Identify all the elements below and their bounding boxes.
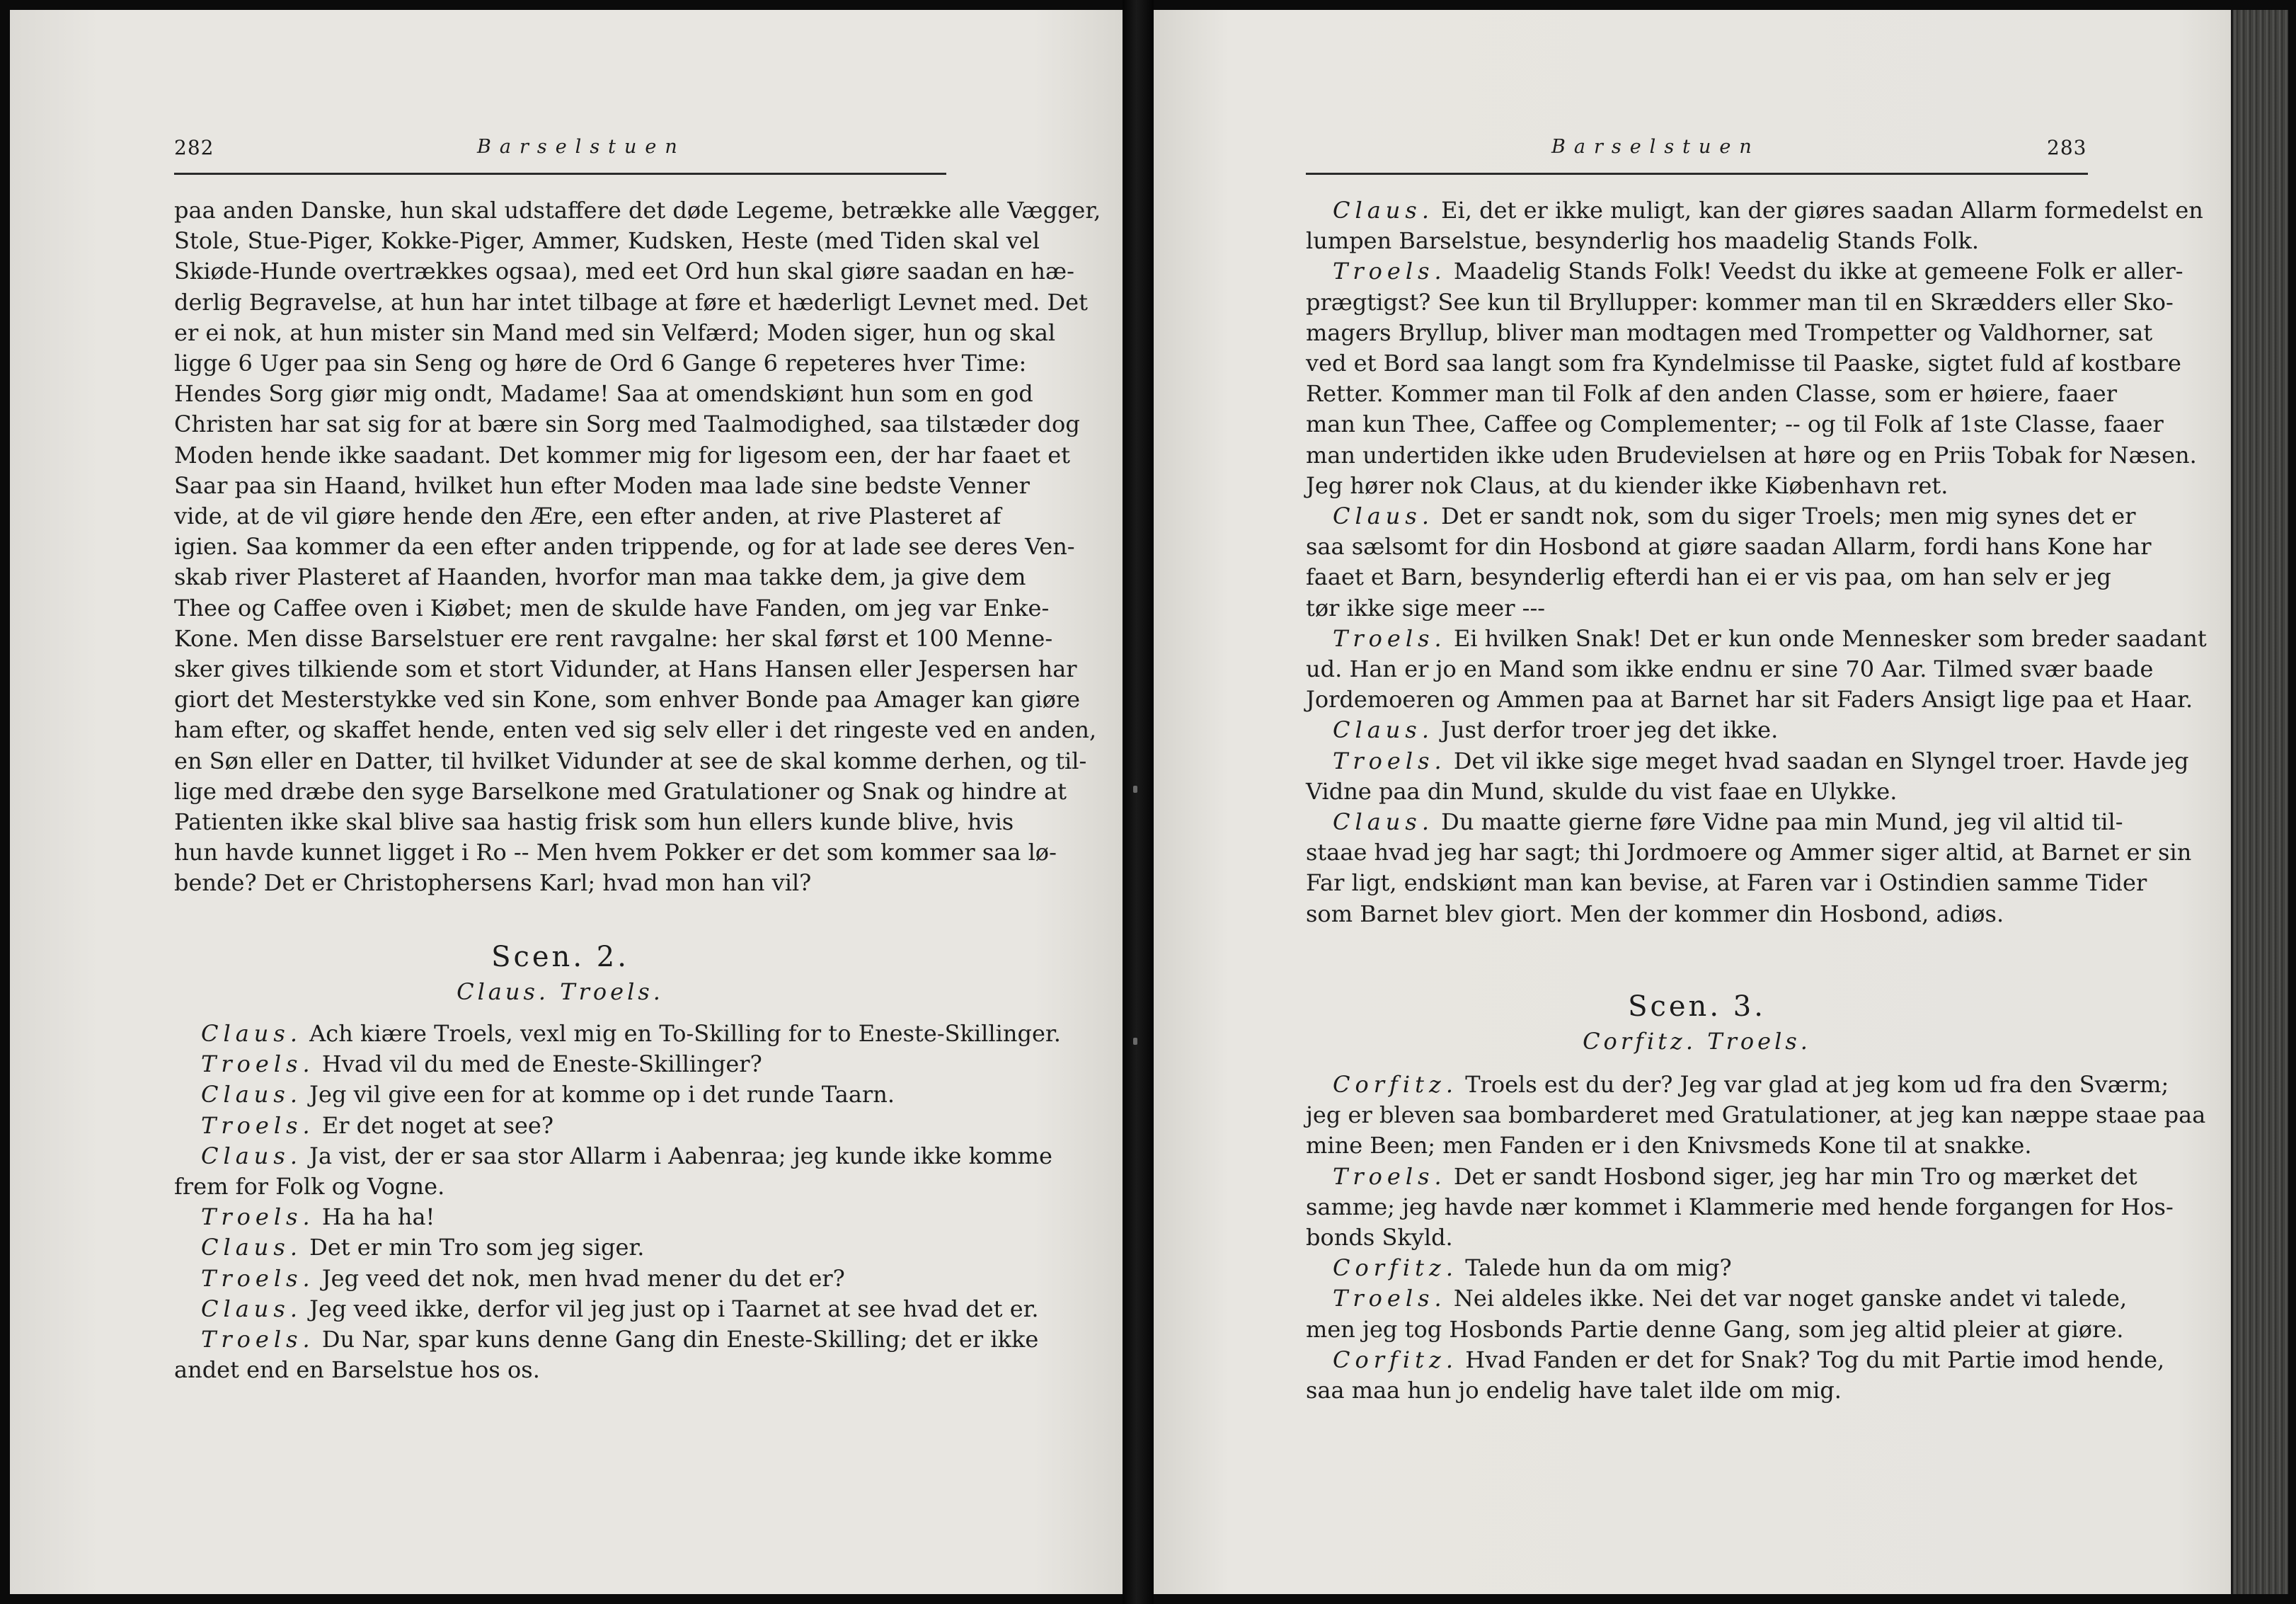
- speech-text: Det vil ikke sige meget hvad saadan en Slyngel troer. Havde jeg: [1446, 747, 2189, 774]
- dialogue-continuation: jeg er bleven saa bombarderet med Gratulationer, at jeg kan næppe staae paa: [1306, 1101, 2206, 1129]
- dialogue-line: [1306, 1283, 2128, 1314]
- running-head: Barselstuen: [1551, 136, 1760, 158]
- dialogue-continuation: tør ikke sige meer ---: [1306, 594, 1546, 621]
- scene-title: Scen. 3.: [1628, 990, 1766, 1023]
- dialogue-continuation: man kun Thee, Caffee og Complementer; -- og til Folk af 1ste Classe, faaer: [1306, 411, 2164, 438]
- speech-text: Ha ha ha!: [314, 1203, 435, 1231]
- body-line: en Søn eller en Datter, til hvilket Vidunder at see de skal komme derhen, og til-: [174, 747, 1087, 774]
- body-line: Stole, Stue-Piger, Kokke-Piger, Ammer, Kudsken, Heste (med Tiden skal vel: [174, 227, 1040, 255]
- dialogue-line: [1306, 1345, 2165, 1375]
- body-line: vide, at de vil giøre hende den Ære, een efter anden, at rive Plasteret af: [174, 503, 1001, 530]
- dialogue-line: [174, 1111, 946, 1141]
- dialogue-continuation: ved et Bord saa langt som fra Kyndelmisse til Paaske, sigtet fuld af kostbare: [1306, 350, 2181, 377]
- body-line: skab river Plasteret af Haanden, hvorfor man maa takke dem, ja give dem: [174, 563, 1026, 591]
- page-number: 282: [174, 136, 214, 159]
- dialogue-continuation: ud. Han er jo en Mand som ikke endnu er sine 70 Aar. Tilmed svær baade: [1306, 655, 2154, 683]
- speech-text: Ei hvilken Snak! Det er kun onde Mennesker som breder saadant: [1446, 624, 2207, 652]
- binding-thread-mark: [1133, 1038, 1137, 1045]
- dialogue-line: [174, 1324, 1039, 1355]
- body-text: [174, 195, 1101, 899]
- dialogue-line: [174, 1202, 946, 1232]
- speech-text: Du Nar, spar kuns denne Gang din Eneste-Skilling; det er ikke: [314, 1326, 1039, 1353]
- speaker-name: Claus.: [1333, 197, 1434, 224]
- speech-text: Hvad vil du med de Eneste-Skillinger?: [314, 1050, 762, 1078]
- speaker-name: Corfitz.: [1333, 1254, 1459, 1282]
- speech-text: Just derfor troer jeg det ikke.: [1434, 716, 1779, 744]
- dialogue-continuation: Vidne paa din Mund, skulde du vist faae en Ulykke.: [1306, 777, 1898, 805]
- speech-text: Du maatte gierne føre Vidne paa min Mund, jeg vil altid til-: [1434, 808, 2123, 836]
- speech-text: Troels est du der? Jeg var glad at jeg kom ud fra den Sværm;: [1458, 1071, 2169, 1098]
- dialogue-continuation: Far ligt, endskiønt man kan bevise, at Faren var i Ostindien samme Tider: [1306, 869, 2147, 897]
- speaker-name: Troels.: [1333, 1162, 1447, 1190]
- speech-text: Nei aldeles ikke. Nei det var noget ganske andet vi talede,: [1446, 1285, 2128, 1312]
- body-line: derlig Begravelse, at hun har intet tilbage at føre et hæderligt Levnet med. Det: [174, 288, 1088, 316]
- speech-text: Det er sandt nok, som du siger Troels; men mig synes det er: [1434, 503, 2136, 530]
- speech-text: Jeg vil give een for at komme op i det runde Taarn.: [302, 1081, 895, 1109]
- dialogue-continuation: magers Bryllup, bliver man modtagen med Trompetter og Valdhorner, sat: [1306, 319, 2153, 346]
- dialogue-line: [174, 1079, 946, 1110]
- speech-text: Er det noget at see?: [314, 1111, 554, 1139]
- dialogue-line: [1306, 624, 2207, 654]
- body-line: Saar paa sin Haand, hvilket hun efter Moden maa lade sine bedste Venner: [174, 471, 1030, 499]
- book-cover-edge: [2231, 10, 2288, 1594]
- dialogue-continuation: saa sælsomt for din Hosbond at giøre saadan Allarm, fordi hans Kone har: [1306, 533, 2152, 561]
- scene-cast: Corfitz. Troels.: [1583, 1028, 1811, 1055]
- dialogue-line: [1306, 715, 2088, 745]
- speaker-name: Corfitz.: [1333, 1346, 1459, 1373]
- speech-text: Talede hun da om mig?: [1458, 1254, 1732, 1282]
- dialogue-line: [174, 1141, 1052, 1172]
- speech-text: Det er min Tro som jeg siger.: [302, 1234, 645, 1261]
- dialogue-line: [1306, 746, 2189, 777]
- speaker-name: Claus.: [201, 1142, 302, 1169]
- dialogue-continuation: saa maa hun jo endelig have talet ilde om mig.: [1306, 1377, 1842, 1404]
- dialogue-continuation: Jeg hører nok Claus, at du kiender ikke Kiøbenhavn ret.: [1306, 471, 1948, 499]
- speech-text: Ei, det er ikke muligt, kan der giøres saadan Allarm formedelst en: [1434, 197, 2203, 224]
- dialogue-line: [1306, 1162, 2137, 1192]
- dialogue-line: [1306, 256, 2183, 287]
- body-line: Thee og Caffee oven i Kiøbet; men de skulde have Fanden, om jeg var Enke-: [174, 594, 1050, 621]
- header-rule: [1306, 173, 2088, 175]
- speech-text: Ja vist, der er saa stor Allarm i Aabenraa; jeg kunde ikke komme: [302, 1142, 1052, 1169]
- body-line: hun havde kunnet ligget i Ro -- Men hvem Pokker er det som kommer saa lø-: [174, 839, 1057, 866]
- dialogue-block: [1306, 1070, 2206, 1406]
- body-line: Patienten ikke skal blive saa hastig frisk som hun ellers kunde blive, hvis: [174, 808, 1014, 836]
- speaker-name: Troels.: [201, 1203, 315, 1231]
- dialogue-line: [174, 1294, 1039, 1324]
- speech-text: Jeg veed ikke, derfor vil jeg just op i Taarnet at see hvad det er.: [302, 1295, 1039, 1322]
- speaker-name: Troels.: [201, 1050, 315, 1078]
- left-page: [10, 10, 1123, 1594]
- body-line: ligge 6 Uger paa sin Seng og høre de Ord 6 Gange 6 repeteres hver Time:: [174, 350, 1027, 377]
- page-number: 283: [2047, 136, 2087, 159]
- body-line: Moden hende ikke saadant. Det kommer mig for ligesom een, der har faaet et: [174, 441, 1070, 469]
- speaker-name: Claus.: [1333, 503, 1434, 530]
- dialogue-block: [1306, 195, 2207, 929]
- speaker-name: Corfitz.: [1333, 1071, 1459, 1098]
- body-line: er ei nok, at hun mister sin Mand med sin Velfærd; Moden siger, hun og skal: [174, 319, 1056, 346]
- body-line: sker gives tilkiende som et stort Vidunder, at Hans Hansen eller Jespersen har: [174, 655, 1077, 683]
- book-spine: [1123, 0, 1154, 1604]
- speaker-name: Troels.: [1333, 624, 1447, 652]
- speaker-name: Claus.: [201, 1295, 302, 1322]
- speaker-name: Claus.: [1333, 808, 1434, 836]
- speech-text: Det er sandt Hosbond siger, jeg har min Tro og mærket det: [1446, 1162, 2137, 1190]
- body-line: paa anden Danske, hun skal udstaffere det døde Legeme, betrække alle Vægger,: [174, 197, 1101, 224]
- dialogue-line: [1306, 195, 2203, 226]
- speaker-name: Claus.: [1333, 716, 1434, 744]
- dialogue-continuation: faaet et Barn, besynderlig efterdi han ei er vis paa, om han selv er jeg: [1306, 563, 2111, 591]
- body-line: Christen har sat sig for at bære sin Sorg med Taalmodighed, saa tilstæder dog: [174, 411, 1080, 438]
- speaker-name: Claus.: [201, 1081, 302, 1109]
- speaker-name: Troels.: [201, 1111, 315, 1139]
- dialogue-line: [174, 1264, 946, 1294]
- dialogue-continuation: andet end en Barselstue hos os.: [174, 1356, 540, 1384]
- speech-text: Jeg veed det nok, men hvad mener du det er?: [314, 1264, 845, 1292]
- speaker-name: Troels.: [201, 1264, 315, 1292]
- body-line: igien. Saa kommer da een efter anden trippende, og for at lade see deres Ven-: [174, 533, 1075, 561]
- scene-cast: Claus. Troels.: [457, 978, 664, 1005]
- dialogue-line: [1306, 807, 2123, 837]
- dialogue-continuation: mine Been; men Fanden er i den Knivsmeds Kone til at snakke.: [1306, 1132, 2032, 1159]
- running-head: Barselstuen: [477, 136, 686, 158]
- dialogue-line: [1306, 1253, 2088, 1283]
- speech-text: Hvad Fanden er det for Snak? Tog du mit Partie imod hende,: [1458, 1346, 2165, 1373]
- binding-thread-mark: [1133, 786, 1137, 793]
- speaker-name: Troels.: [1333, 258, 1447, 285]
- dialogue-continuation: men jeg tog Hosbonds Partie denne Gang, som jeg altid pleier at giøre.: [1306, 1315, 2124, 1343]
- dialogue-continuation: bonds Skyld.: [1306, 1224, 1453, 1251]
- speech-text: Maadelig Stands Folk! Veedst du ikke at gemeene Folk er aller-: [1446, 258, 2183, 285]
- scene-title: Scen. 2.: [491, 941, 629, 973]
- dialogue-continuation: samme; jeg havde nær kommet i Klammerie med hende forgangen for Hos-: [1306, 1193, 2174, 1220]
- dialogue-block: [174, 1019, 1061, 1385]
- header-rule: [174, 173, 946, 175]
- body-line: Skiøde-Hunde overtrækkes ogsaa), med eet Ord hun skal giøre saadan en hæ-: [174, 258, 1074, 285]
- dialogue-continuation: staae hvad jeg har sagt; thi Jordmoere og Ammer siger altid, at Barnet er sin: [1306, 839, 2192, 866]
- speech-text: Ach kiære Troels, vexl mig en To-Skilling for to Eneste-Skillinger.: [302, 1020, 1061, 1047]
- dialogue-continuation: som Barnet blev giort. Men der kommer din Hosbond, adiøs.: [1306, 900, 2004, 927]
- body-line: giort det Mesterstykke ved sin Kone, som enhver Bonde paa Amager kan giøre: [174, 686, 1081, 714]
- dialogue-line: [1306, 501, 2136, 532]
- body-line: Hendes Sorg giør mig ondt, Madame! Saa at omendskiønt hun som en god: [174, 380, 1033, 408]
- speaker-name: Claus.: [201, 1020, 302, 1047]
- dialogue-line: [174, 1049, 946, 1079]
- dialogue-line: [174, 1232, 946, 1263]
- speaker-name: Claus.: [201, 1234, 302, 1261]
- dialogue-continuation: Retter. Kommer man til Folk af den anden Classe, som er høiere, faaer: [1306, 380, 2118, 408]
- body-line: lige med dræbe den syge Barselkone med Gratulationer og Snak og hindre at: [174, 777, 1067, 805]
- body-line: ham efter, og skaffet hende, enten ved sig selv eller i det ringeste ved en anden,: [174, 716, 1097, 744]
- speaker-name: Troels.: [1333, 1285, 1447, 1312]
- right-page: [1154, 10, 2231, 1594]
- dialogue-continuation: prægtigst? See kun til Bryllupper: kommer man til en Skrædders eller Sko-: [1306, 288, 2174, 316]
- speaker-name: Troels.: [201, 1326, 315, 1353]
- dialogue-continuation: man undertiden ikke uden Brudevielsen at høre og en Priis Tobak for Næsen.: [1306, 441, 2197, 469]
- dialogue-continuation: lumpen Barselstue, besynderlig hos maadelig Stands Folk.: [1306, 227, 1979, 255]
- dialogue-line: [1306, 1070, 2169, 1100]
- speaker-name: Troels.: [1333, 747, 1447, 774]
- dialogue-continuation: frem for Folk og Vogne.: [174, 1173, 445, 1201]
- body-line: bende? Det er Christophersens Karl; hvad mon han vil?: [174, 869, 812, 897]
- body-line: Kone. Men disse Barselstuer ere rent ravgalne: her skal først et 100 Menne-: [174, 624, 1053, 652]
- dialogue-continuation: Jordemoeren og Ammen paa at Barnet har sit Faders Ansigt lige paa et Haar.: [1306, 686, 2193, 714]
- dialogue-line: [174, 1019, 1061, 1049]
